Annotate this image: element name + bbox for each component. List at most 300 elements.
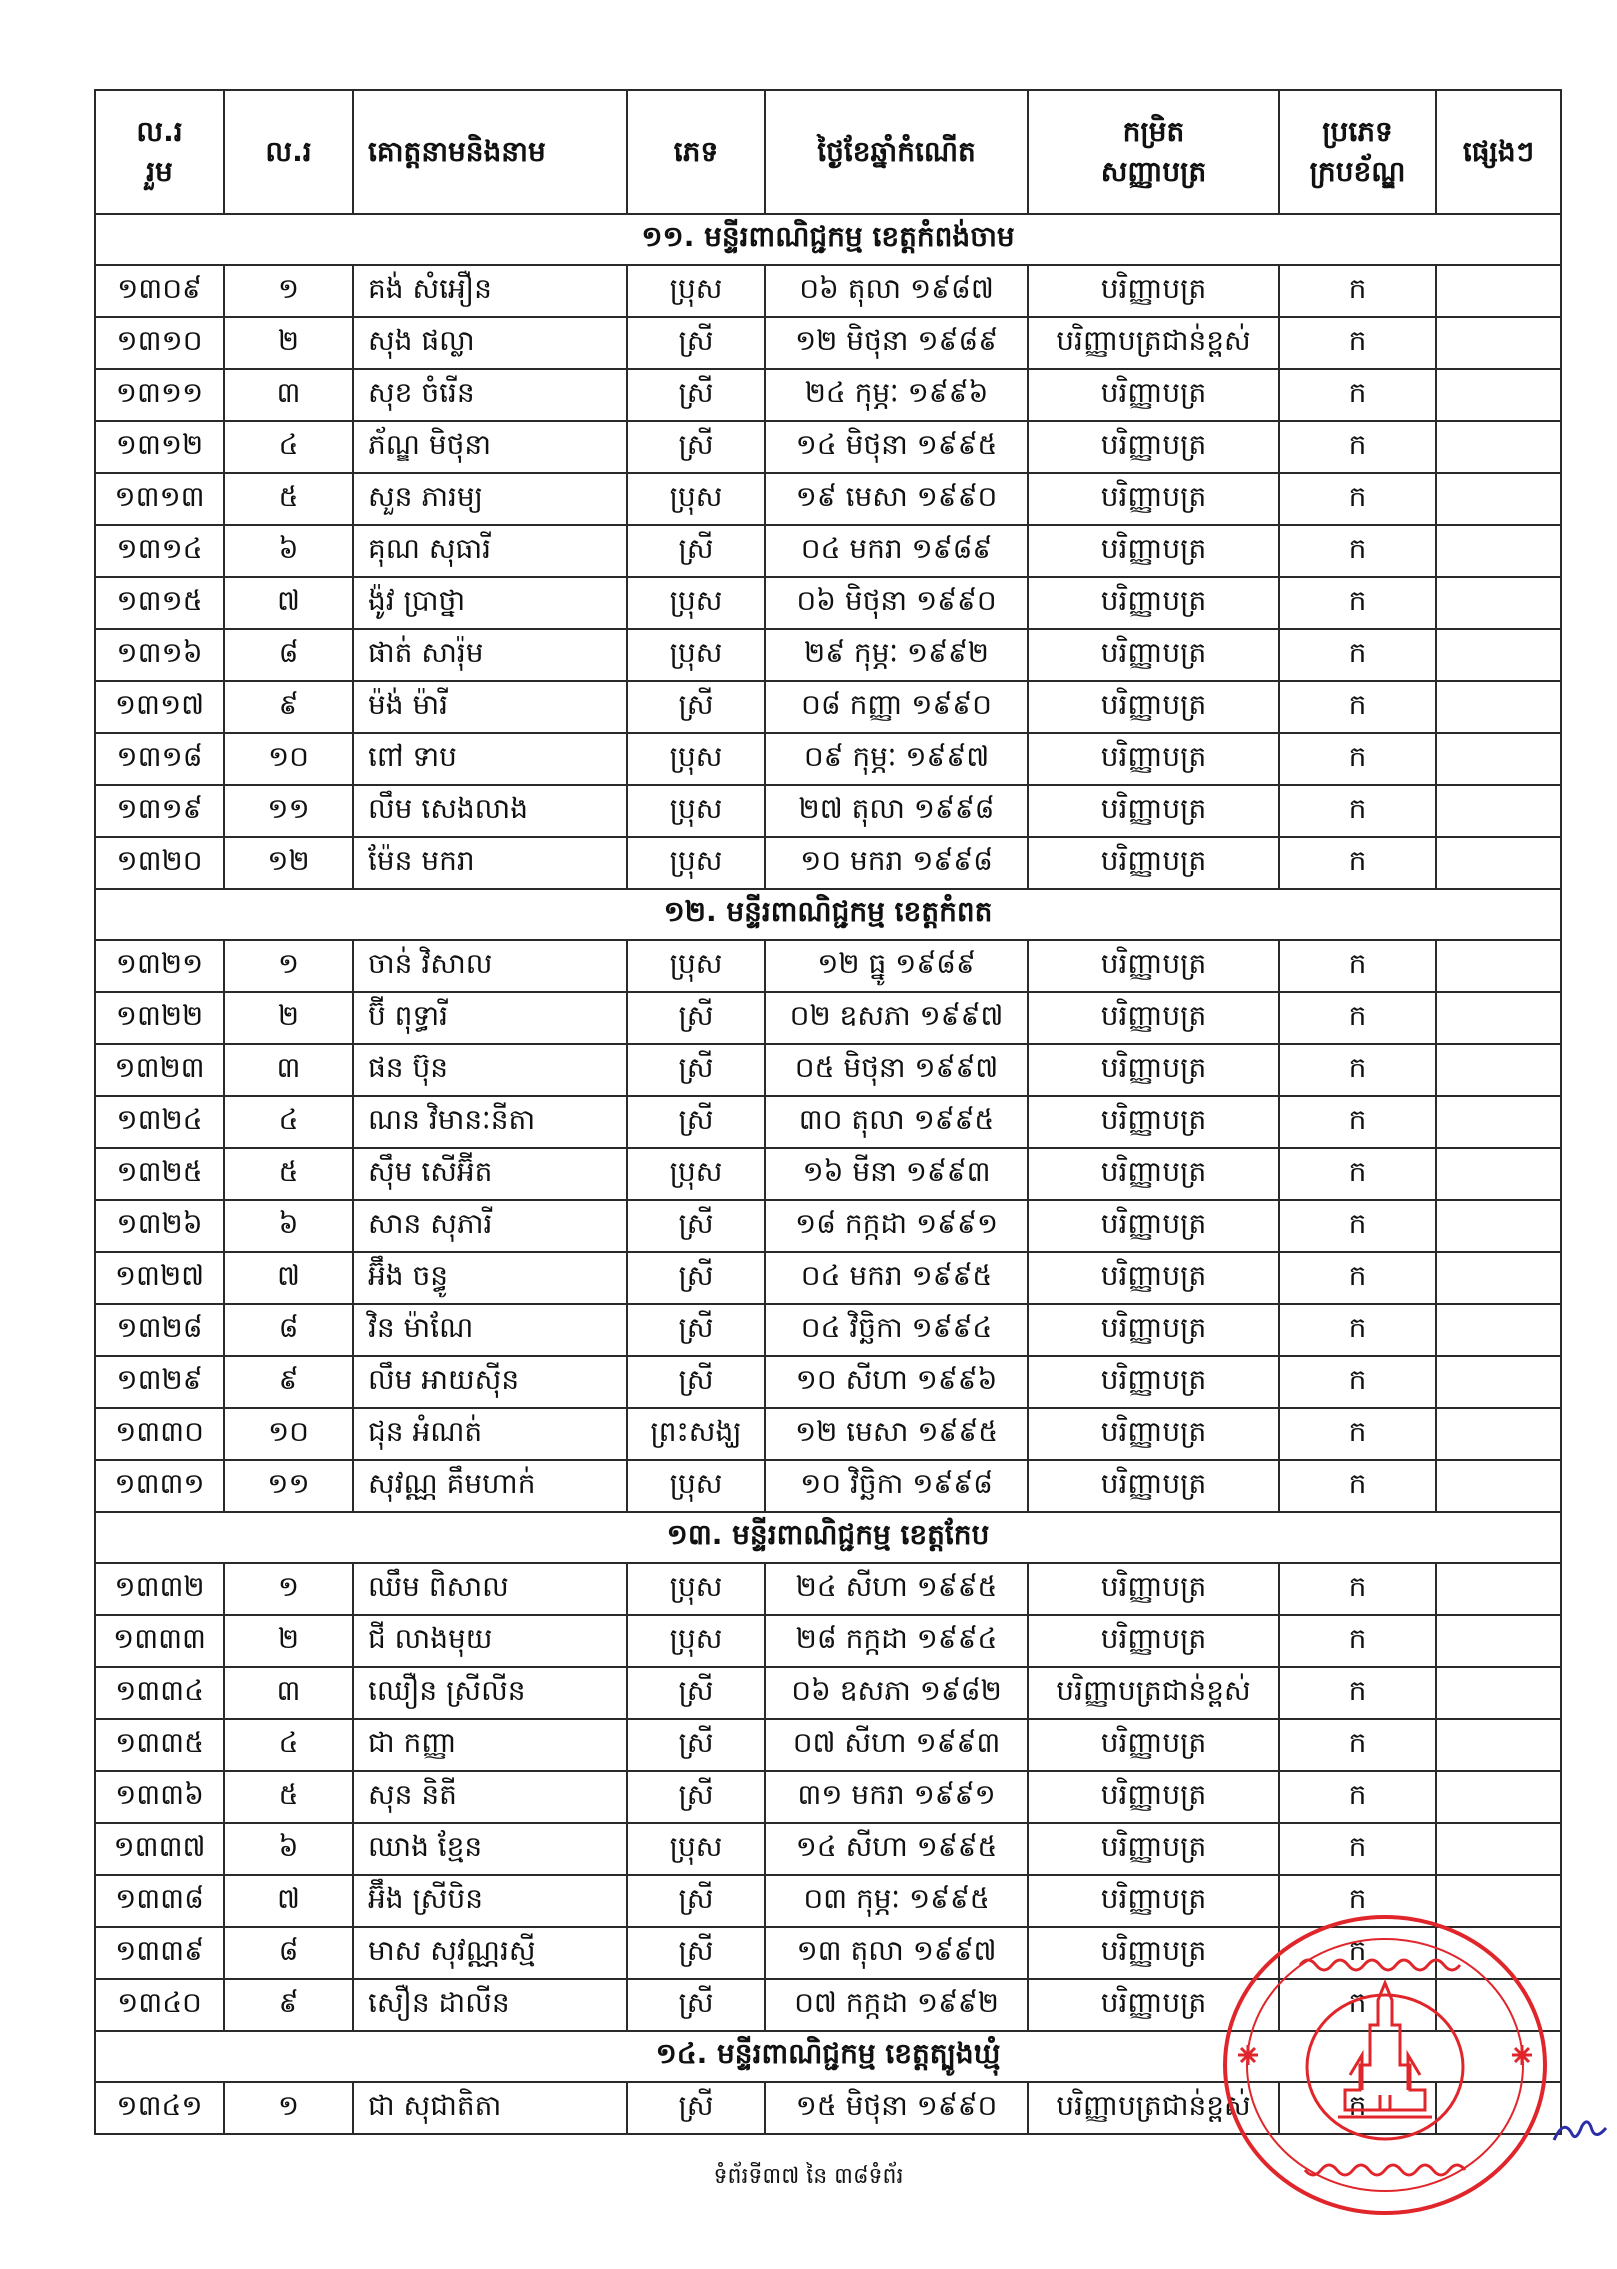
cell-date-of-birth: ០៤ មករា ១៩៩៥: [765, 1252, 1028, 1304]
section-title: ១២. មន្ទីរពាណិជ្ជកម្ម ខេត្តកំពត: [95, 889, 1561, 940]
cell-degree-level: បរិញ្ញាបត្រ: [1028, 265, 1279, 317]
cell-total-number: ១៣៣៤: [95, 1667, 224, 1719]
cell-full-name: សឿន ដាលីន: [353, 1979, 627, 2031]
cell-sex: ស្រី: [627, 2082, 765, 2134]
cell-staff-type: ក: [1279, 421, 1436, 473]
staff-roster-table: [94, 89, 1562, 2135]
header-sex-text: ភេទ: [673, 135, 719, 168]
header-staff-type-text: ប្រភេទ ក្របខ័ណ្ឌ: [1309, 115, 1406, 188]
cell-index-number: ៤: [224, 1096, 353, 1148]
cell-other: [1436, 1771, 1561, 1823]
cell-sex: ប្រុស: [627, 733, 765, 785]
cell-staff-type: ក: [1279, 1615, 1436, 1667]
cell-date-of-birth: ០៦ តុលា ១៩៨៧: [765, 265, 1028, 317]
table-row: [95, 1304, 1561, 1356]
cell-sex: ស្រី: [627, 1927, 765, 1979]
section-title: ១៤. មន្ទីរពាណិជ្ជកម្ម ខេត្តត្បូងឃ្មុំ: [95, 2031, 1561, 2082]
cell-degree-level: បរិញ្ញាបត្រ: [1028, 733, 1279, 785]
table-row: [95, 733, 1561, 785]
cell-index-number: ៧: [224, 1875, 353, 1927]
cell-other: [1436, 1044, 1561, 1096]
cell-date-of-birth: ០៤ វិច្ឆិកា ១៩៩៤: [765, 1304, 1028, 1356]
header-degree-level-text: កម្រិត សញ្ញាបត្រ: [1100, 115, 1207, 188]
cell-full-name: ឈឿន ស្រីលីន: [353, 1667, 627, 1719]
table-row: [95, 1252, 1561, 1304]
header-sex: [627, 90, 765, 214]
section-header-row: [95, 2031, 1561, 2082]
cell-full-name: ឈាង ខ្មែន: [353, 1823, 627, 1875]
cell-total-number: ១៣២៩: [95, 1356, 224, 1408]
cell-index-number: ៦: [224, 1823, 353, 1875]
cell-staff-type: ក: [1279, 1771, 1436, 1823]
cell-total-number: ១៣៣៥: [95, 1719, 224, 1771]
cell-total-number: ១៣៣០: [95, 1408, 224, 1460]
cell-index-number: ២: [224, 992, 353, 1044]
section-title: ១១. មន្ទីរពាណិជ្ជកម្ម ខេត្តកំពង់ចាម: [95, 214, 1561, 265]
cell-index-number: ៤: [224, 1719, 353, 1771]
section-header-row: [95, 1512, 1561, 1563]
table-row: [95, 837, 1561, 889]
cell-sex: ស្រី: [627, 681, 765, 733]
table-row: [95, 525, 1561, 577]
cell-staff-type: ក: [1279, 369, 1436, 421]
cell-total-number: ១៣១៤: [95, 525, 224, 577]
table-row: [95, 1200, 1561, 1252]
cell-staff-type: ក: [1279, 265, 1436, 317]
cell-staff-type: ក: [1279, 1460, 1436, 1512]
cell-date-of-birth: ០៦ មិថុនា ១៩៩០: [765, 577, 1028, 629]
cell-total-number: ១៣៣១: [95, 1460, 224, 1512]
cell-other: [1436, 1148, 1561, 1200]
table-body: [95, 214, 1561, 2134]
header-other-text: ផ្សេងៗ: [1462, 135, 1535, 168]
cell-index-number: ៨: [224, 1927, 353, 1979]
cell-degree-level: បរិញ្ញាបត្រ: [1028, 1823, 1279, 1875]
cell-other: [1436, 1563, 1561, 1615]
table-row: [95, 1927, 1561, 1979]
cell-date-of-birth: ៣០ តុលា ១៩៩៥: [765, 1096, 1028, 1148]
cell-full-name: ណន វិមានៈនីតា: [353, 1096, 627, 1148]
cell-full-name: សាន សុភារី: [353, 1200, 627, 1252]
cell-full-name: សុង ផល្លា: [353, 317, 627, 369]
table-row: [95, 629, 1561, 681]
cell-index-number: ៩: [224, 1979, 353, 2031]
cell-total-number: ១៣១០: [95, 317, 224, 369]
cell-date-of-birth: ០៣ កុម្ភៈ ១៩៩៥: [765, 1875, 1028, 1927]
cell-staff-type: ក: [1279, 1096, 1436, 1148]
cell-staff-type: ក: [1279, 1823, 1436, 1875]
cell-total-number: ១៣០៩: [95, 265, 224, 317]
table-row: [95, 1460, 1561, 1512]
cell-staff-type: ក: [1279, 1304, 1436, 1356]
cell-degree-level: បរិញ្ញាបត្រ: [1028, 421, 1279, 473]
cell-date-of-birth: ១៤ សីហា ១៩៩៥: [765, 1823, 1028, 1875]
cell-degree-level: បរិញ្ញាបត្រ: [1028, 577, 1279, 629]
cell-other: [1436, 1408, 1561, 1460]
cell-full-name: គង់ សំអឿន: [353, 265, 627, 317]
cell-date-of-birth: ២៨ កក្កដា ១៩៩៤: [765, 1615, 1028, 1667]
cell-degree-level: បរិញ្ញាបត្រ: [1028, 1979, 1279, 2031]
cell-other: [1436, 1875, 1561, 1927]
cell-sex: ស្រី: [627, 421, 765, 473]
cell-date-of-birth: ១៤ មិថុនា ១៩៩៥: [765, 421, 1028, 473]
cell-other: [1436, 785, 1561, 837]
cell-staff-type: ក: [1279, 577, 1436, 629]
header-total-number: [95, 90, 224, 214]
cell-staff-type: ក: [1279, 1148, 1436, 1200]
cell-degree-level: បរិញ្ញាបត្រ: [1028, 940, 1279, 992]
cell-degree-level: បរិញ្ញាបត្រ: [1028, 1563, 1279, 1615]
cell-sex: ប្រុស: [627, 1615, 765, 1667]
cell-degree-level: បរិញ្ញាបត្រ: [1028, 1771, 1279, 1823]
cell-other: [1436, 940, 1561, 992]
cell-other: [1436, 1460, 1561, 1512]
cell-date-of-birth: ១៣ តុលា ១៩៩៧: [765, 1927, 1028, 1979]
cell-degree-level: បរិញ្ញាបត្រ: [1028, 1148, 1279, 1200]
cell-degree-level: បរិញ្ញាបត្រ: [1028, 1927, 1279, 1979]
cell-sex: ប្រុស: [627, 785, 765, 837]
cell-sex: ប្រុស: [627, 1563, 765, 1615]
cell-date-of-birth: ១៥ មិថុនា ១៩៩០: [765, 2082, 1028, 2134]
cell-degree-level: បរិញ្ញាបត្រ: [1028, 1615, 1279, 1667]
table-row: [95, 1719, 1561, 1771]
cell-staff-type: ក: [1279, 1875, 1436, 1927]
page-number-footer: ទំព័រទី៣៧ នៃ ៣៨ទំព័រ: [713, 2164, 904, 2189]
cell-other: [1436, 733, 1561, 785]
cell-degree-level: បរិញ្ញាបត្រ: [1028, 369, 1279, 421]
cell-total-number: ១៣២៣: [95, 1044, 224, 1096]
cell-date-of-birth: ០៨ កញ្ញា ១៩៩០: [765, 681, 1028, 733]
cell-staff-type: ក: [1279, 1356, 1436, 1408]
cell-other: [1436, 1304, 1561, 1356]
cell-index-number: ៧: [224, 1252, 353, 1304]
cell-total-number: ១៣២៨: [95, 1304, 224, 1356]
cell-date-of-birth: ០៥ មិថុនា ១៩៩៧: [765, 1044, 1028, 1096]
cell-date-of-birth: ១០ សីហា ១៩៩៦: [765, 1356, 1028, 1408]
cell-date-of-birth: ១២ មិថុនា ១៩៨៩: [765, 317, 1028, 369]
cell-full-name: ជី លាងមុយ: [353, 1615, 627, 1667]
cell-degree-level: បរិញ្ញាបត្រ: [1028, 629, 1279, 681]
header-full-name: [353, 90, 627, 214]
table-row: [95, 265, 1561, 317]
cell-staff-type: ក: [1279, 1200, 1436, 1252]
cell-full-name: មាស សុវណ្ណរស្មី: [353, 1927, 627, 1979]
header-other: [1436, 90, 1561, 214]
cell-sex: ស្រី: [627, 1979, 765, 2031]
cell-other: [1436, 1979, 1561, 2031]
cell-index-number: ៥: [224, 473, 353, 525]
cell-sex: ស្រី: [627, 1356, 765, 1408]
cell-index-number: ១១: [224, 1460, 353, 1512]
cell-date-of-birth: ០៧ កក្កដា ១៩៩២: [765, 1979, 1028, 2031]
cell-total-number: ១៣៣៣: [95, 1615, 224, 1667]
cell-other: [1436, 577, 1561, 629]
table-row: [95, 1615, 1561, 1667]
cell-index-number: ៩: [224, 681, 353, 733]
cell-sex: ប្រុស: [627, 265, 765, 317]
cell-full-name: សួន ភារម្យ: [353, 473, 627, 525]
cell-total-number: ១៣៣៧: [95, 1823, 224, 1875]
cell-other: [1436, 421, 1561, 473]
cell-sex: ប្រុស: [627, 1823, 765, 1875]
cell-degree-level: បរិញ្ញាបត្រ: [1028, 1304, 1279, 1356]
cell-degree-level: បរិញ្ញាបត្រ: [1028, 1460, 1279, 1512]
cell-index-number: ៣: [224, 1044, 353, 1096]
cell-index-number: ៦: [224, 525, 353, 577]
cell-index-number: ៧: [224, 577, 353, 629]
header-date-of-birth: [765, 90, 1028, 214]
cell-other: [1436, 265, 1561, 317]
cell-full-name: ម៉ង់ ម៉ារី: [353, 681, 627, 733]
cell-full-name: ផាត់ សារ៉ុម: [353, 629, 627, 681]
cell-sex: ព្រះសង្ឃ: [627, 1408, 765, 1460]
cell-staff-type: ក: [1279, 940, 1436, 992]
cell-other: [1436, 1719, 1561, 1771]
header-total-number-text: ល.រ រួម: [136, 115, 183, 188]
cell-index-number: ៨: [224, 629, 353, 681]
cell-full-name: លឹម សេងលាង: [353, 785, 627, 837]
cell-full-name: ប៊ី ពុទ្ធារី: [353, 992, 627, 1044]
cell-full-name: ចាន់ វិសាល: [353, 940, 627, 992]
cell-other: [1436, 1823, 1561, 1875]
cell-sex: ស្រី: [627, 1044, 765, 1096]
cell-full-name: ម៉ែន មករា: [353, 837, 627, 889]
table-row: [95, 577, 1561, 629]
cell-sex: ប្រុស: [627, 473, 765, 525]
cell-full-name: ឈឹម ពិសាល: [353, 1563, 627, 1615]
cell-other: [1436, 1667, 1561, 1719]
cell-full-name: ជា សុជាតិតា: [353, 2082, 627, 2134]
header-staff-type: [1279, 90, 1436, 214]
cell-degree-level: បរិញ្ញាបត្រ: [1028, 1252, 1279, 1304]
cell-other: [1436, 1200, 1561, 1252]
cell-total-number: ១៣២៤: [95, 1096, 224, 1148]
cell-other: [1436, 681, 1561, 733]
cell-index-number: ១០: [224, 733, 353, 785]
cell-other: [1436, 629, 1561, 681]
cell-sex: ប្រុស: [627, 1148, 765, 1200]
cell-sex: ប្រុស: [627, 837, 765, 889]
cell-date-of-birth: ០២ ឧសភា ១៩៩៧: [765, 992, 1028, 1044]
table-row: [95, 1356, 1561, 1408]
cell-total-number: ១៣២២: [95, 992, 224, 1044]
cell-date-of-birth: ០៤ មករា ១៩៨៩: [765, 525, 1028, 577]
cell-other: [1436, 317, 1561, 369]
cell-degree-level: បរិញ្ញាបត្រ: [1028, 1356, 1279, 1408]
cell-date-of-birth: ១៦ មីនា ១៩៩៣: [765, 1148, 1028, 1200]
cell-other: [1436, 1927, 1561, 1979]
cell-index-number: ១: [224, 265, 353, 317]
cell-date-of-birth: ២៤ កុម្ភៈ ១៩៩៦: [765, 369, 1028, 421]
table-row: [95, 940, 1561, 992]
cell-total-number: ១៣២៥: [95, 1148, 224, 1200]
cell-degree-level: បរិញ្ញាបត្រជាន់ខ្ពស់: [1028, 1667, 1279, 1719]
cell-sex: ស្រី: [627, 992, 765, 1044]
cell-index-number: ២: [224, 317, 353, 369]
cell-staff-type: ក: [1279, 1667, 1436, 1719]
cell-other: [1436, 2082, 1561, 2134]
cell-date-of-birth: ១២ ធ្នូ ១៩៨៩: [765, 940, 1028, 992]
cell-staff-type: ក: [1279, 1979, 1436, 2031]
cell-sex: ស្រី: [627, 525, 765, 577]
cell-staff-type: ក: [1279, 1252, 1436, 1304]
cell-full-name: គុណ សុធារី: [353, 525, 627, 577]
cell-staff-type: ក: [1279, 629, 1436, 681]
cell-full-name: វិន ម៉ាណែ: [353, 1304, 627, 1356]
cell-total-number: ១៣២០: [95, 837, 224, 889]
cell-degree-level: បរិញ្ញាបត្រ: [1028, 785, 1279, 837]
cell-degree-level: បរិញ្ញាបត្រ: [1028, 1719, 1279, 1771]
header-full-name-text: គោត្តនាមនិងនាម: [368, 135, 546, 168]
table-row: [95, 1563, 1561, 1615]
cell-degree-level: បរិញ្ញាបត្រ: [1028, 473, 1279, 525]
cell-sex: ស្រី: [627, 1667, 765, 1719]
cell-total-number: ១៣១១: [95, 369, 224, 421]
cell-other: [1436, 525, 1561, 577]
cell-degree-level: បរិញ្ញាបត្រ: [1028, 1408, 1279, 1460]
cell-sex: ស្រី: [627, 317, 765, 369]
cell-total-number: ១៣២១: [95, 940, 224, 992]
cell-sex: ស្រី: [627, 369, 765, 421]
cell-sex: ស្រី: [627, 1875, 765, 1927]
header-index-number-text: ល.រ: [265, 135, 312, 168]
cell-staff-type: ក: [1279, 473, 1436, 525]
cell-index-number: ៦: [224, 1200, 353, 1252]
cell-sex: ស្រី: [627, 1771, 765, 1823]
cell-date-of-birth: ១០ មករា ១៩៩៨: [765, 837, 1028, 889]
cell-total-number: ១៣១៥: [95, 577, 224, 629]
cell-date-of-birth: ២៧ តុលា ១៩៩៨: [765, 785, 1028, 837]
cell-total-number: ១៣៣៦: [95, 1771, 224, 1823]
cell-total-number: ១៣២៧: [95, 1252, 224, 1304]
cell-staff-type: ក: [1279, 1719, 1436, 1771]
cell-date-of-birth: ១៩ មេសា ១៩៩០: [765, 473, 1028, 525]
cell-index-number: ១: [224, 1563, 353, 1615]
table-row: [95, 1771, 1561, 1823]
cell-index-number: ៣: [224, 369, 353, 421]
cell-degree-level: បរិញ្ញាបត្រ: [1028, 837, 1279, 889]
cell-sex: ស្រី: [627, 1252, 765, 1304]
cell-other: [1436, 473, 1561, 525]
cell-degree-level: បរិញ្ញាបត្រ: [1028, 1875, 1279, 1927]
cell-sex: ស្រី: [627, 1200, 765, 1252]
cell-other: [1436, 837, 1561, 889]
cell-staff-type: ក: [1279, 2082, 1436, 2134]
cell-index-number: ១២: [224, 837, 353, 889]
cell-full-name: ង៉ូវ ប្រាថ្នា: [353, 577, 627, 629]
header-index-number: [224, 90, 353, 214]
cell-date-of-birth: ០៦ ឧសភា ១៩៨២: [765, 1667, 1028, 1719]
cell-degree-level: បរិញ្ញាបត្រជាន់ខ្ពស់: [1028, 317, 1279, 369]
cell-sex: ប្រុស: [627, 629, 765, 681]
cell-staff-type: ក: [1279, 525, 1436, 577]
table-row: [95, 1096, 1561, 1148]
cell-full-name: ផន ប៊ុន: [353, 1044, 627, 1096]
cell-full-name: ពៅ ទាប: [353, 733, 627, 785]
table-row: [95, 1408, 1561, 1460]
cell-total-number: ១៣៣៩: [95, 1927, 224, 1979]
table-row: [95, 369, 1561, 421]
cell-full-name: សុវណ្ណ គឹមហាក់: [353, 1460, 627, 1512]
cell-date-of-birth: ០៧ សីហា ១៩៩៣: [765, 1719, 1028, 1771]
cell-other: [1436, 369, 1561, 421]
cell-staff-type: ក: [1279, 317, 1436, 369]
table-row: [95, 317, 1561, 369]
cell-full-name: ជា កញ្ញា: [353, 1719, 627, 1771]
table-row: [95, 1667, 1561, 1719]
table-row: [95, 1875, 1561, 1927]
cell-index-number: ១: [224, 2082, 353, 2134]
cell-degree-level: បរិញ្ញាបត្រ: [1028, 1200, 1279, 1252]
cell-index-number: ៤: [224, 421, 353, 473]
cell-date-of-birth: ២៩ កុម្ភៈ ១៩៩២: [765, 629, 1028, 681]
cell-degree-level: បរិញ្ញាបត្រ: [1028, 992, 1279, 1044]
cell-sex: ប្រុស: [627, 577, 765, 629]
cell-staff-type: ក: [1279, 1044, 1436, 1096]
cell-other: [1436, 1096, 1561, 1148]
cell-full-name: អ៊ឹង ស្រីបិន: [353, 1875, 627, 1927]
cell-index-number: ៥: [224, 1771, 353, 1823]
cell-index-number: ៩: [224, 1356, 353, 1408]
cell-sex: ស្រី: [627, 1096, 765, 1148]
cell-staff-type: ក: [1279, 837, 1436, 889]
table-row: [95, 1823, 1561, 1875]
cell-full-name: អ៊ឹង ចន្ធូ: [353, 1252, 627, 1304]
cell-staff-type: ក: [1279, 1563, 1436, 1615]
table-row: [95, 2082, 1561, 2134]
cell-total-number: ១៣៤០: [95, 1979, 224, 2031]
cell-date-of-birth: ០៩ កុម្ភៈ ១៩៩៧: [765, 733, 1028, 785]
cell-full-name: លឹម អាយស៊ីន: [353, 1356, 627, 1408]
table-row: [95, 1148, 1561, 1200]
cell-index-number: ៨: [224, 1304, 353, 1356]
cell-sex: ស្រី: [627, 1304, 765, 1356]
table-row: [95, 421, 1561, 473]
cell-other: [1436, 1615, 1561, 1667]
cell-degree-level: បរិញ្ញាបត្រ: [1028, 1096, 1279, 1148]
cell-degree-level: បរិញ្ញាបត្រ: [1028, 1044, 1279, 1096]
cell-other: [1436, 992, 1561, 1044]
cell-staff-type: ក: [1279, 681, 1436, 733]
cell-total-number: ១៣៣៨: [95, 1875, 224, 1927]
cell-total-number: ១៣១៨: [95, 733, 224, 785]
cell-staff-type: ក: [1279, 1927, 1436, 1979]
cell-index-number: ១: [224, 940, 353, 992]
header-date-of-birth-text: ថ្ងៃខែឆ្នាំកំណើត: [817, 135, 976, 168]
cell-index-number: ៥: [224, 1148, 353, 1200]
table-row: [95, 1044, 1561, 1096]
cell-sex: ប្រុស: [627, 940, 765, 992]
cell-sex: ស្រី: [627, 1719, 765, 1771]
cell-staff-type: ក: [1279, 733, 1436, 785]
cell-staff-type: ក: [1279, 1408, 1436, 1460]
cell-index-number: ១០: [224, 1408, 353, 1460]
cell-total-number: ១៣២៦: [95, 1200, 224, 1252]
cell-total-number: ១៣១៦: [95, 629, 224, 681]
cell-date-of-birth: ១២ មេសា ១៩៩៥: [765, 1408, 1028, 1460]
cell-sex: ប្រុស: [627, 1460, 765, 1512]
table-row: [95, 785, 1561, 837]
cell-total-number: ១៣១៧: [95, 681, 224, 733]
cell-index-number: ២: [224, 1615, 353, 1667]
cell-full-name: សុន និតី: [353, 1771, 627, 1823]
cell-total-number: ១៣១២: [95, 421, 224, 473]
cell-total-number: ១៣៤១: [95, 2082, 224, 2134]
cell-index-number: ៣: [224, 1667, 353, 1719]
cell-degree-level: បរិញ្ញាបត្រ: [1028, 525, 1279, 577]
cell-degree-level: បរិញ្ញាបត្រជាន់ខ្ពស់: [1028, 2082, 1279, 2134]
cell-other: [1436, 1356, 1561, 1408]
